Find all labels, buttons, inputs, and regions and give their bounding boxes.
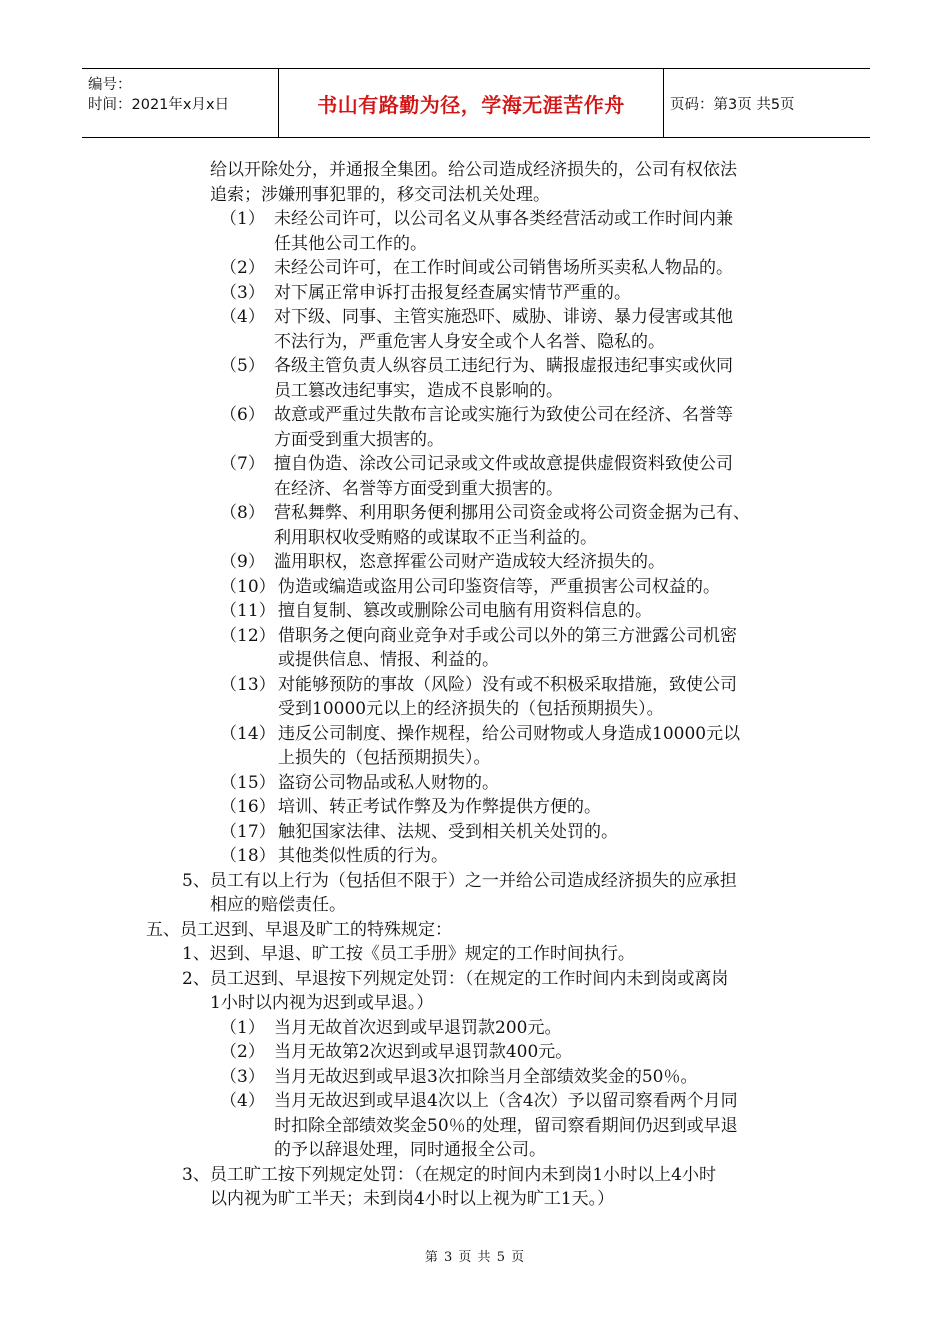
document-header: [82, 68, 870, 138]
list-item-number: （9）: [220, 552, 265, 572]
list-item-text: 滥用职权，恣意挥霍公司财产造成较大经济损失的。: [274, 552, 665, 572]
list-item-text: 对下级、同事、主管实施恐吓、威胁、诽谤、暴力侵害或其他: [274, 307, 733, 327]
list-item-number: （13）: [220, 674, 276, 695]
list-item-text: 对能够预防的事故（风险）没有或不积极采取措施，致使公司: [278, 674, 737, 695]
paragraph-line: 3、员工旷工按下列规定处罚：（在规定的时间内未到岗1小时以上4小时: [182, 1164, 716, 1185]
list-item-text: 擅自复制、篡改或删除公司电脑有用资料信息的。: [278, 601, 652, 621]
list-item-text: 员工篡改违纪事实，造成不良影响的。: [274, 380, 563, 401]
paragraph-line: 2、员工迟到、早退按下列规定处罚：（在规定的工作时间内未到岗或离岗: [182, 968, 729, 989]
list-item-text: 当月无故迟到或早退3次扣除当月全部绩效奖金的50％。: [274, 1066, 698, 1087]
list-item-text: 各级主管负责人纵容员工违纪行为、瞒报虚报违纪事实或伙同: [274, 356, 733, 376]
list-item-number: （16）: [220, 797, 276, 817]
list-item-text: 在经济、名誉等方面受到重大损害的。: [274, 478, 563, 499]
paragraph-line: 以内视为旷工半天；未到岗4小时以上视为旷工1天。）: [210, 1189, 615, 1209]
list-item-text: 当月无故首次迟到或早退罚款200元。: [274, 1017, 562, 1038]
list-item-text: 上损失的（包括预期损失）。: [278, 748, 491, 768]
header-meta: [82, 69, 278, 137]
list-item-text: 违反公司制度、操作规程，给公司财物或人身造成10000元以: [278, 723, 741, 744]
list-item-number: （1）: [220, 1017, 265, 1038]
list-item-text: 擅自伪造、涂改公司记录或文件或故意提供虚假资料致使公司: [274, 454, 733, 474]
list-item-number: （11）: [220, 601, 276, 621]
list-item-text: 不法行为，严重危害人身安全或个人名誉、隐私的。: [274, 331, 665, 352]
list-item-text: 当月无故第2次迟到或早退罚款400元。: [274, 1042, 573, 1062]
list-item-number: （10）: [220, 576, 276, 597]
list-item-text: 未经公司许可，在工作时间或公司销售场所买卖私人物品的。: [274, 258, 733, 278]
header-motto: 书山有路勤为径，学海无涯苦作舟: [317, 92, 625, 117]
list-item-text: 当月无故迟到或早退4次以上（含4次）予以留司察看两个月同: [274, 1091, 738, 1111]
list-item-text: 盗窃公司物品或私人财物的。: [278, 772, 499, 793]
list-item-number: （12）: [220, 625, 276, 646]
list-item-text: 营私舞弊、利用职务便利挪用公司资金或将公司资金据为己有、: [274, 503, 750, 523]
paragraph-line: 5、员工有以上行为（包括但不限于）之一并给公司造成经济损失的应承担: [182, 870, 737, 891]
list-item-text: 时扣除全部绩效奖金50％的处理，留司察看期间仍迟到或早退: [274, 1115, 738, 1136]
list-item-number: （8）: [220, 503, 265, 523]
paragraph-line: 追索；涉嫌刑事犯罪的，移交司法机关处理。: [210, 184, 550, 205]
header-page-info: 页码：第3页 共5页: [670, 96, 795, 113]
list-item-number: （4）: [220, 307, 265, 327]
list-item-text: 其他类似性质的行为。: [278, 846, 448, 866]
list-item-text: 触犯国家法律、法规、受到相关机关处罚的。: [278, 821, 618, 842]
list-item-text: 方面受到重大损害的。: [274, 429, 444, 450]
paragraph-line: 给以开除处分，并通报全集团。给公司造成经济损失的，公司有权依法: [210, 160, 737, 180]
list-item-number: （18）: [220, 846, 276, 866]
list-item-number: （4）: [220, 1091, 265, 1111]
list-item-text: 受到10000元以上的经济损失的（包括预期损失）。: [278, 699, 664, 719]
section-heading: 五、员工迟到、早退及旷工的特殊规定：: [146, 919, 452, 940]
paragraph-line: 相应的赔偿责任。: [210, 895, 346, 915]
list-item-text: 伪造或编造或盗用公司印鉴资信等，严重损害公司权益的。: [278, 576, 720, 597]
list-item-number: （6）: [220, 405, 265, 425]
list-item-text: 培训、转正考试作弊及为作弊提供方便的。: [278, 797, 601, 817]
list-item-text: 任其他公司工作的。: [274, 233, 427, 254]
list-item-text: 的予以辞退处理，同时通报全公司。: [274, 1140, 546, 1160]
serial-number-label: 编号：: [88, 77, 132, 93]
list-item-text: 或提供信息、情报、利益的。: [278, 650, 499, 670]
list-item-number: （2）: [220, 1042, 265, 1062]
list-item-text: 利用职权收受贿赂的或谋取不正当利益的。: [274, 527, 597, 548]
paragraph-line: 1、迟到、早退、旷工按《员工手册》规定的工作时间执行。: [182, 944, 635, 964]
header-divider-right: [663, 69, 664, 137]
list-item-number: （14）: [220, 723, 276, 744]
list-item-text: 未经公司许可，以公司名义从事各类经营活动或工作时间内兼: [274, 209, 733, 229]
list-item-number: （7）: [220, 454, 265, 474]
list-item-text: 对下属正常申诉打击报复经查属实情节严重的。: [274, 282, 631, 303]
date-label: 时间：2021年x月x日: [88, 97, 230, 113]
list-item-number: （1）: [220, 209, 265, 229]
list-item-number: （17）: [220, 821, 276, 842]
list-item-text: 借职务之便向商业竞争对手或公司以外的第三方泄露公司机密: [278, 625, 737, 646]
list-item-number: （5）: [220, 356, 265, 376]
page-footer: 第 3 页 共 5 页: [424, 1250, 526, 1265]
list-item-number: （3）: [220, 282, 265, 303]
paragraph-line: 1小时以内视为迟到或早退。）: [210, 993, 434, 1013]
list-item-number: （2）: [220, 258, 265, 278]
list-item-number: （3）: [220, 1066, 265, 1087]
list-item-number: （15）: [220, 772, 276, 793]
list-item-text: 故意或严重过失散布言论或实施行为致使公司在经济、名誉等: [274, 405, 733, 425]
